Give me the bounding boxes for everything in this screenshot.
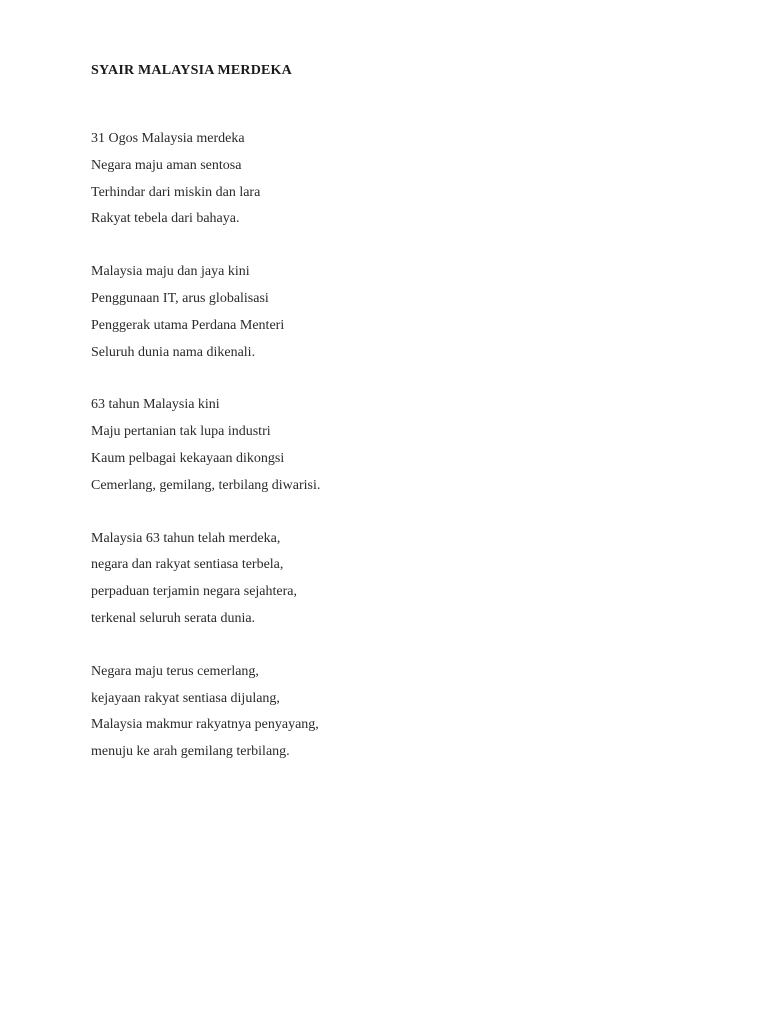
stanza-3 [91, 392, 691, 499]
poem-line: 63 tahun Malaysia kini [91, 397, 220, 413]
stanza-1 [91, 126, 691, 233]
poem-line: Penggerak utama Perdana Menteri [91, 317, 285, 333]
poem-line: menuju ke arah gemilang terbilang. [91, 744, 290, 760]
poem-line: kejayaan rakyat sentiasa dijulang, [91, 690, 280, 706]
poem-line: terkenal seluruh serata dunia. [91, 610, 256, 626]
poem-line: Kaum pelbagai kekayaan dikongsi [91, 450, 285, 466]
stanza-5 [91, 659, 691, 766]
poem-line: Seluruh dunia nama dikenali. [91, 344, 256, 360]
poem-line: negara dan rakyat sentiasa terbela, [91, 557, 284, 573]
poem-line: Malaysia 63 tahun telah merdeka, [91, 530, 281, 546]
poem-body [91, 126, 691, 792]
poem-line: Rakyat tebela dari bahaya. [91, 211, 240, 227]
poem-line: Negara maju terus cemerlang, [91, 663, 259, 679]
poem-title: SYAIR MALAYSIA MERDEKA [91, 63, 292, 78]
poem-line: Maju pertanian tak lupa industri [91, 424, 271, 440]
poem-line: Negara maju aman sentosa [91, 157, 242, 173]
poem-line: Cemerlang, gemilang, terbilang diwarisi. [91, 477, 321, 493]
poem-line: Terhindar dari miskin dan lara [91, 184, 261, 200]
poem-line: perpaduan terjamin negara sejahtera, [91, 584, 298, 600]
poem-line: Malaysia maju dan jaya kini [91, 264, 250, 280]
poem-line: Malaysia makmur rakyatnya penyayang, [91, 717, 319, 733]
stanza-4 [91, 526, 691, 633]
poem-line: 31 Ogos Malaysia merdeka [91, 131, 245, 146]
stanza-2 [91, 259, 691, 366]
poem-line: Penggunaan IT, arus globalisasi [91, 290, 269, 306]
